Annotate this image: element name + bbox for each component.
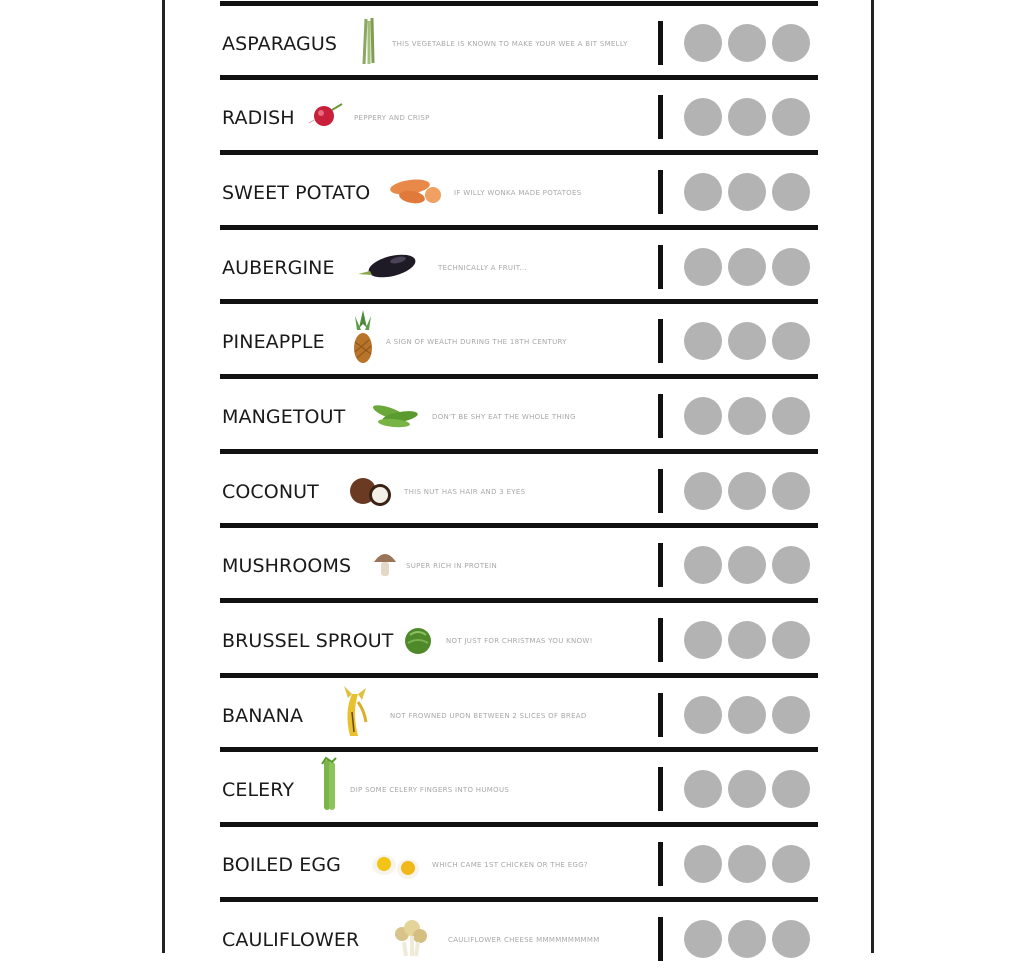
food-description: THIS VEGETABLE IS KNOWN TO MAKE YOUR WEE A BIT SMELLY	[392, 40, 628, 48]
divider-bar	[658, 319, 663, 363]
coconut-icon	[346, 464, 396, 514]
divider-bar	[658, 21, 663, 65]
food-description: NOT FROWNED UPON BETWEEN 2 SLICES OF BREAD	[390, 712, 587, 720]
food-name: PINEAPPLE	[222, 331, 325, 353]
food-row-boiled-egg	[220, 827, 818, 897]
tally-circle-1[interactable]	[684, 621, 722, 659]
divider-bar	[658, 95, 663, 139]
tally-circle-2[interactable]	[728, 546, 766, 584]
divider-bar	[658, 767, 663, 811]
food-description: IF WILLY WONKA MADE POTATOES	[454, 189, 582, 197]
food-name: CAULIFLOWER	[222, 929, 360, 951]
celery-icon	[308, 756, 358, 814]
tally-circle-1[interactable]	[684, 173, 722, 211]
food-row-asparagus	[220, 6, 818, 76]
tally-circle-3[interactable]	[772, 173, 810, 211]
food-row-coconut	[220, 454, 818, 524]
tally-circle-1[interactable]	[684, 98, 722, 136]
food-row-mushrooms	[220, 528, 818, 598]
tally-circle-2[interactable]	[728, 98, 766, 136]
tally-circle-3[interactable]	[772, 920, 810, 958]
food-name: CELERY	[222, 779, 295, 801]
food-row-pineapple	[220, 304, 818, 374]
tally-circle-3[interactable]	[772, 621, 810, 659]
divider-bar	[658, 693, 663, 737]
mangetout-icon	[368, 389, 424, 439]
pineapple-icon	[338, 308, 388, 366]
food-row-celery	[220, 752, 818, 822]
food-name: AUBERGINE	[222, 257, 335, 279]
page-border-left	[162, 0, 165, 953]
tally-circle-3[interactable]	[772, 546, 810, 584]
tally-circle-1[interactable]	[684, 845, 722, 883]
tally-circle-3[interactable]	[772, 472, 810, 510]
food-description: DON'T BE SHY EAT THE WHOLE THING	[432, 413, 576, 421]
divider-bar	[658, 543, 663, 587]
tally-circle-2[interactable]	[728, 248, 766, 286]
tally-circle-3[interactable]	[772, 24, 810, 62]
food-row-banana	[220, 678, 818, 748]
tally-circle-1[interactable]	[684, 24, 722, 62]
food-name: BOILED EGG	[222, 854, 341, 876]
food-name: MANGETOUT	[222, 406, 346, 428]
tally-circle-1[interactable]	[684, 322, 722, 360]
tally-circle-2[interactable]	[728, 770, 766, 808]
banana-icon	[334, 682, 384, 740]
food-description: WHICH CAME 1ST CHICKEN OR THE EGG?	[432, 861, 588, 869]
tally-circle-3[interactable]	[772, 322, 810, 360]
divider-bar	[658, 842, 663, 886]
tally-circle-2[interactable]	[728, 322, 766, 360]
food-description: SUPER RICH IN PROTEIN	[406, 562, 498, 570]
food-row-sweet-potato	[220, 155, 818, 225]
tally-circle-3[interactable]	[772, 98, 810, 136]
tally-circle-3[interactable]	[772, 770, 810, 808]
tally-circle-1[interactable]	[684, 472, 722, 510]
tally-circle-1[interactable]	[684, 546, 722, 584]
tally-circle-1[interactable]	[684, 696, 722, 734]
tally-circle-1[interactable]	[684, 397, 722, 435]
brussel-sprout-icon	[398, 613, 448, 663]
divider-bar	[658, 245, 663, 289]
cauliflower-icon	[388, 912, 438, 962]
food-description: CAULIFLOWER CHEESE MMMMMMMMMM	[448, 936, 600, 944]
divider-bar	[658, 618, 663, 662]
food-name: RADISH	[222, 107, 295, 129]
food-row-radish	[220, 80, 818, 150]
food-row-aubergine	[220, 230, 818, 300]
tally-circle-2[interactable]	[728, 173, 766, 211]
food-row-brussel-sprout	[220, 603, 818, 673]
sweet-potato-icon	[388, 165, 448, 215]
divider-bar	[658, 394, 663, 438]
divider-bar	[658, 170, 663, 214]
food-name: BANANA	[222, 705, 304, 727]
food-name: MUSHROOMS	[222, 555, 352, 577]
tally-circle-2[interactable]	[728, 696, 766, 734]
tally-circle-1[interactable]	[684, 920, 722, 958]
tally-circle-3[interactable]	[772, 248, 810, 286]
tally-circle-2[interactable]	[728, 472, 766, 510]
food-description: NOT JUST FOR CHRISTMAS YOU KNOW!	[446, 637, 593, 645]
page-border-right	[871, 0, 874, 953]
food-description: TECHNICALLY A FRUIT...	[438, 264, 528, 272]
tally-circle-2[interactable]	[728, 845, 766, 883]
food-description: THIS NUT HAS HAIR AND 3 EYES	[404, 488, 526, 496]
food-row-cauliflower	[220, 902, 818, 972]
tally-circle-2[interactable]	[728, 621, 766, 659]
tally-circle-1[interactable]	[684, 248, 722, 286]
food-description: PEPPERY AND CRISP	[354, 114, 430, 122]
tally-circle-2[interactable]	[728, 397, 766, 435]
tally-circle-3[interactable]	[772, 397, 810, 435]
food-name: ASPARAGUS	[222, 33, 337, 55]
boiled-egg-icon	[368, 837, 424, 887]
radish-icon	[306, 90, 356, 140]
divider-bar	[658, 917, 663, 961]
tally-circle-3[interactable]	[772, 696, 810, 734]
divider-bar	[658, 469, 663, 513]
food-row-mangetout	[220, 379, 818, 449]
tally-circle-3[interactable]	[772, 845, 810, 883]
food-name: SWEET POTATO	[222, 182, 371, 204]
tally-circle-2[interactable]	[728, 920, 766, 958]
aubergine-icon	[354, 240, 420, 290]
tally-circle-2[interactable]	[728, 24, 766, 62]
food-name: BRUSSEL SPROUT	[222, 630, 394, 652]
food-description: A SIGN OF WEALTH DURING THE 18TH CENTURY	[386, 338, 567, 346]
tally-circle-1[interactable]	[684, 770, 722, 808]
food-name: COCONUT	[222, 481, 319, 503]
food-description: DIP SOME CELERY FINGERS INTO HUMOUS	[350, 786, 510, 794]
